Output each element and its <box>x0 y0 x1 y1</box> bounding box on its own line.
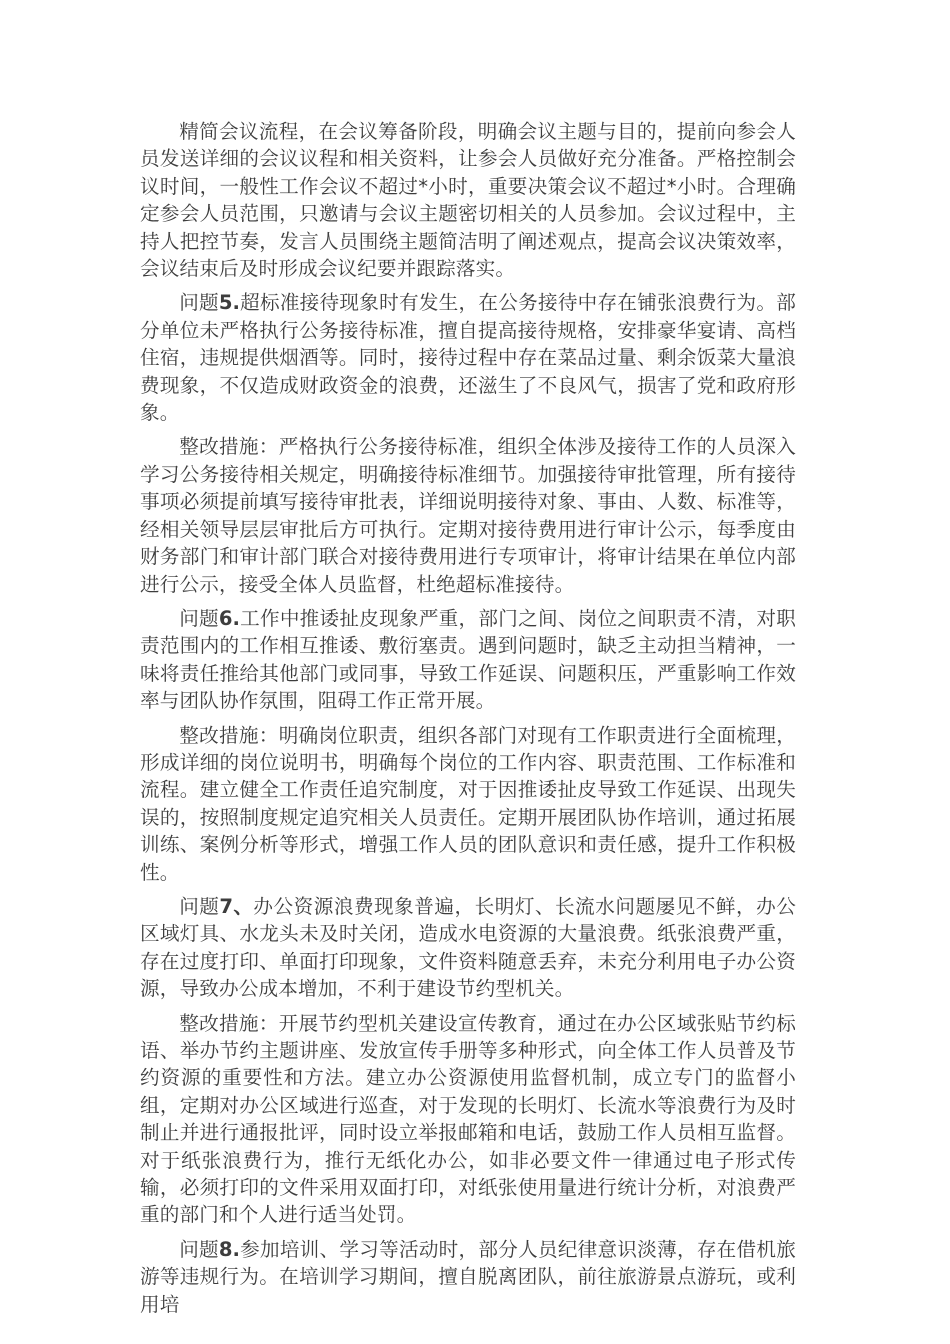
paragraph-measure-5 <box>140 433 796 597</box>
paragraph-text: 办公资源浪费现象普遍，长明灯、长流水问题屡见不鲜，办公区域灯具、水龙头未及时关闭，造成水电资源的大量浪费。纸张浪费严重，存在过度打印、单面打印现象，文件资料随意丢弃，未充分利用电子办公资源，导致办公成本增加，不利于建设节约型机关。 <box>140 894 796 1001</box>
problem-number: 8 <box>218 1237 233 1261</box>
problem-number: 7 <box>219 894 234 918</box>
paragraph-text: 整改措施：开展节约型机关建设宣传教育，通过在办公区域张贴节约标语、举办节约主题讲座、发放宣传手册等多种形式，向全体工作人员普及节约资源的重要性和方法。建立办公资源使用监督机制，成立专门的监督小组，定期对办公区域进行巡查，对于发现的长明灯、长流水等浪费行为及时制止并进行通报批评，同时设立举报邮箱和电话，鼓励工作人员相互监督。对于纸张浪费行为，推行无纸化办公，如非必要文件一律通过电子形式传输，必须打印的文件采用双面打印，对纸张使用量进行统计分析，对浪费严重的部门和个人进行适当处罚。 <box>140 1011 796 1227</box>
problem-label: 问题 <box>179 291 219 315</box>
paragraph-problem-8 <box>140 1236 796 1318</box>
problem-label: 问题 <box>179 894 220 918</box>
problem-number: 5 <box>218 291 233 315</box>
paragraph-text: 参加培训、学习等活动时，部分人员纪律意识淡薄，存在借机旅游等违规行为。在培训学习期间，擅自脱离团队，前往旅游景点游玩，或利用培 <box>140 1237 796 1316</box>
paragraph-meeting-process <box>140 118 796 282</box>
problem-number: 6 <box>218 606 233 630</box>
paragraph-problem-6 <box>140 605 796 715</box>
paragraph-measure-6 <box>140 722 796 886</box>
problem-separator: 、 <box>233 894 254 918</box>
paragraph-measure-7 <box>140 1010 796 1229</box>
problem-separator: . <box>232 291 240 315</box>
paragraph-problem-7 <box>140 893 796 1003</box>
paragraph-text: 整改措施：严格执行公务接待标准，组织全体涉及接待工作的人员深入学习公务接待相关规定，明确接待标准细节。加强接待审批管理，所有接待事项必须提前填写接待审批表，详细说明接待对象、事由、人数、标准等，经相关领导层层审批后方可执行。定期对接待费用进行审计公示，每季度由财务部门和审计部门联合对接待费用进行专项审计，将审计结果在单位内部进行公示，接受全体人员监督，杜绝超标准接待。 <box>140 435 796 596</box>
paragraph-text: 精简会议流程，在会议筹备阶段，明确会议主题与目的，提前向参会人员发送详细的会议议程和相关资料，让参会人员做好充分准备。严格控制会议时间，一般性工作会议不超过*小时，重要决策会议不超过*小时。合理确定参会人员范围，只邀请与会议主题密切相关的人员参加。会议过程中，主持人把控节奏，发言人员围绕主题简洁明了阐述观点，提高会议决策效率，会议结束后及时形成会议纪要并跟踪落实。 <box>140 120 796 281</box>
problem-separator: . <box>232 606 240 630</box>
paragraph-text: 整改措施：明确岗位职责，组织各部门对现有工作职责进行全面梳理，形成详细的岗位说明书，明确每个岗位的工作内容、职责范围、工作标准和流程。建立健全工作责任追究制度，对于因推诿扯皮导致工作延误、出现失误的，按照制度规定追究相关人员责任。定期开展团队协作培训，通过拓展训练、案例分析等形式，增强工作人员的团队意识和责任感，提升工作积极性。 <box>140 723 796 884</box>
paragraph-text: 工作中推诿扯皮现象严重，部门之间、岗位之间职责不清，对职责范围内的工作相互推诿、敷衍塞责。遇到问题时，缺乏主动担当精神，一味将责任推给其他部门或同事，导致工作延误、问题积压，严重影响工作效率与团队协作氛围，阻碍工作正常开展。 <box>140 606 796 713</box>
paragraph-problem-5 <box>140 289 796 426</box>
document-text-column <box>140 118 796 1318</box>
problem-label: 问题 <box>179 1237 219 1261</box>
paragraph-text: 超标准接待现象时有发生，在公务接待中存在铺张浪费行为。部分单位未严格执行公务接待标准，擅自提高接待规格，安排豪华宴请、高档住宿，违规提供烟酒等。同时，接待过程中存在菜品过量、剩余饭菜大量浪费现象，不仅造成财政资金的浪费，还滋生了不良风气，损害了党和政府形象。 <box>140 291 796 425</box>
problem-separator: . <box>232 1237 240 1261</box>
problem-label: 问题 <box>179 606 219 630</box>
